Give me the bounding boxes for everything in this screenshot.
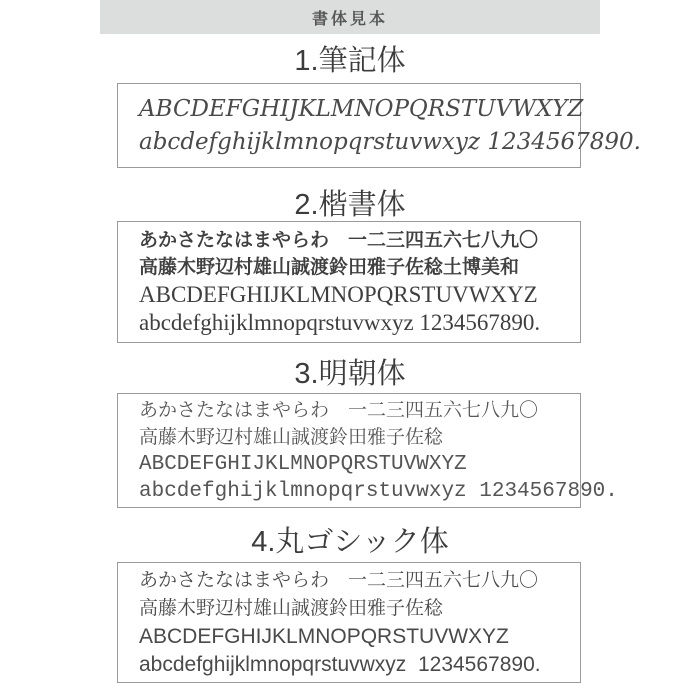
- header-bar: [100, 0, 600, 34]
- sample-line-kanji: 高藤木野辺村雄山誠渡鈴田雅子佐稔土博美和: [139, 257, 520, 278]
- section-heading-script: 1.筆記体: [294, 45, 406, 77]
- sample-box-kaisho: [117, 221, 581, 343]
- section-heading-maru-gothic: 4.丸ゴシック体: [251, 526, 449, 558]
- sample-line-uppercase: ABCDEFGHIJKLMNOPQRSTUVWXYZ: [139, 282, 538, 307]
- sample-box-script: [117, 83, 641, 168]
- page-title: 書体見本: [311, 10, 388, 28]
- section-heading-kaisho: 2.楷書体: [294, 189, 406, 221]
- sample-line-uppercase: ABCDEFGHIJKLMNOPQRSTUVWXYZ: [139, 452, 467, 476]
- sample-line-lowercase-digits: abcdefghijklmnopqrstuvwxyz 1234567890.: [139, 128, 641, 155]
- sample-line-uppercase: ABCDEFGHIJKLMNOPQRSTUVWXYZ: [139, 624, 509, 648]
- sample-line-kanji: 高藤木野辺村雄山誠渡鈴田雅子佐稔: [139, 426, 444, 448]
- section-heading-mincho: 3.明朝体: [294, 358, 406, 390]
- sample-box-maru-gothic: [117, 562, 581, 683]
- sample-line-lowercase-digits: abcdefghijklmnopqrstuvwxyz 1234567890.: [139, 310, 541, 335]
- sample-box-mincho: [117, 393, 618, 508]
- sample-line-lowercase-digits: abcdefghijklmnopqrstuvwxyz 1234567890.: [139, 652, 541, 676]
- sample-line-kana-numerals: あかさたなはまやらわ 一二三四五六七八九〇: [139, 569, 539, 591]
- sample-line-kanji: 高藤木野辺村雄山誠渡鈴田雅子佐稔: [139, 597, 444, 619]
- sample-line-lowercase-digits: abcdefghijklmnopqrstuvwxyz 1234567890.: [139, 479, 618, 503]
- sample-line-kana-numerals: あかさたなはまやらわ 一二三四五六七八九〇: [139, 399, 539, 421]
- sample-line-uppercase: ABCDEFGHIJKLMNOPQRSTUVWXYZ: [139, 95, 584, 122]
- sample-line-kana-numerals: あかさたなはまやらわ 一二三四五六七八九〇: [139, 230, 539, 251]
